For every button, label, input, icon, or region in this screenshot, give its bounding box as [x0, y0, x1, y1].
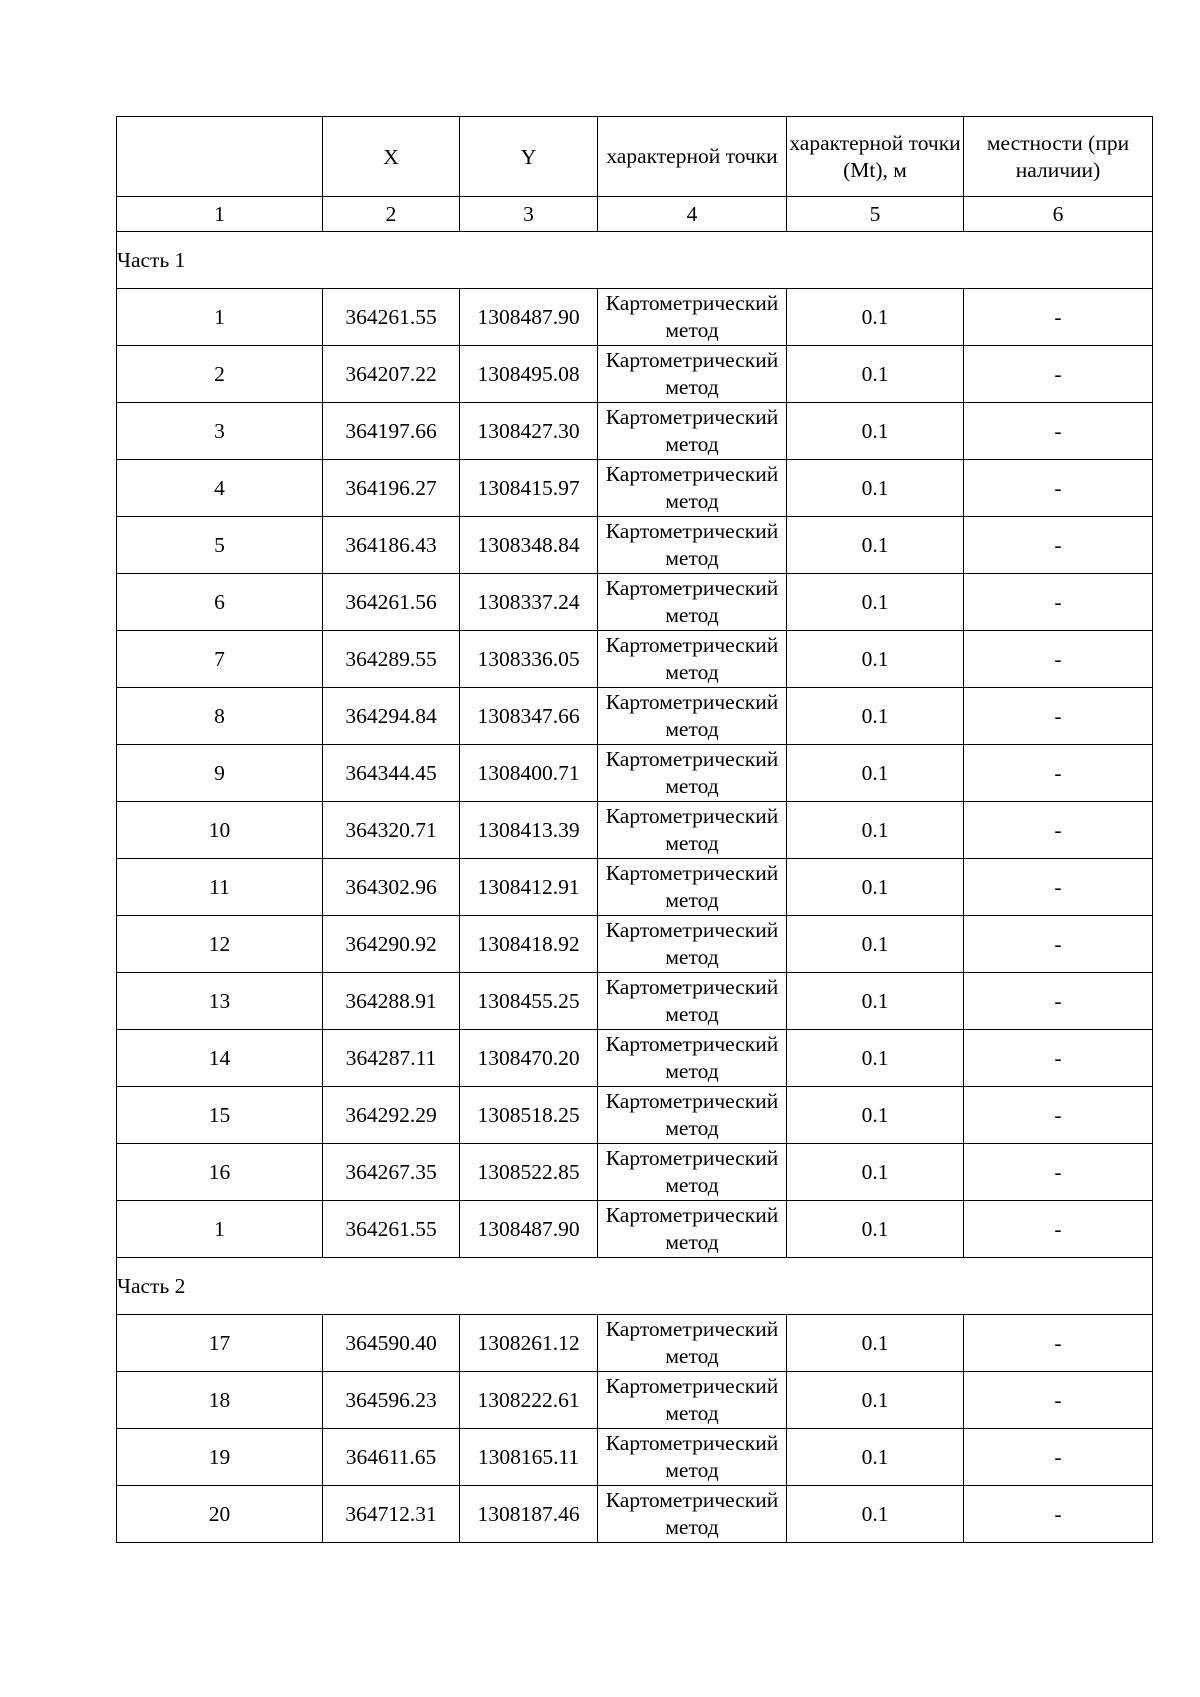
- accuracy-cell: 0.1: [787, 1372, 964, 1429]
- point-number-cell: 17: [117, 1315, 323, 1372]
- table-row: [117, 1144, 1153, 1201]
- section-row: [117, 232, 1153, 289]
- point-number-cell: 18: [117, 1372, 323, 1429]
- x-coordinate-cell: 364197.66: [323, 403, 460, 460]
- column-number: 6: [964, 197, 1153, 232]
- document-page: [116, 116, 1152, 1543]
- column-number: 1: [117, 197, 323, 232]
- y-coordinate-cell: 1308261.12: [460, 1315, 598, 1372]
- method-cell: Картометрический метод: [598, 517, 787, 574]
- description-cell: -: [964, 745, 1153, 802]
- table-row: [117, 1372, 1153, 1429]
- description-cell: -: [964, 1429, 1153, 1486]
- description-cell: -: [964, 973, 1153, 1030]
- method-cell: Картометрический метод: [598, 1030, 787, 1087]
- method-cell: Картометрический метод: [598, 1315, 787, 1372]
- description-cell: -: [964, 517, 1153, 574]
- y-coordinate-cell: 1308418.92: [460, 916, 598, 973]
- table-row: [117, 346, 1153, 403]
- accuracy-cell: 0.1: [787, 460, 964, 517]
- y-coordinate-cell: 1308413.39: [460, 802, 598, 859]
- x-coordinate-cell: 364292.29: [323, 1087, 460, 1144]
- header-cell-method: характерной точки: [598, 117, 787, 197]
- point-number-cell: 5: [117, 517, 323, 574]
- method-cell: Картометрический метод: [598, 460, 787, 517]
- y-coordinate-cell: 1308427.30: [460, 403, 598, 460]
- point-number-cell: 11: [117, 859, 323, 916]
- table-row: [117, 1201, 1153, 1258]
- table-row: [117, 1030, 1153, 1087]
- y-coordinate-cell: 1308455.25: [460, 973, 598, 1030]
- description-cell: -: [964, 1372, 1153, 1429]
- table-row: [117, 289, 1153, 346]
- x-coordinate-cell: 364290.92: [323, 916, 460, 973]
- point-number-cell: 12: [117, 916, 323, 973]
- table-row: [117, 460, 1153, 517]
- description-cell: -: [964, 403, 1153, 460]
- column-number: 2: [323, 197, 460, 232]
- method-cell: Картометрический метод: [598, 1087, 787, 1144]
- description-cell: -: [964, 1315, 1153, 1372]
- x-coordinate-cell: 364261.55: [323, 1201, 460, 1258]
- accuracy-cell: 0.1: [787, 802, 964, 859]
- method-cell: Картометрический метод: [598, 1372, 787, 1429]
- accuracy-cell: 0.1: [787, 403, 964, 460]
- header-row: [117, 117, 1153, 197]
- method-cell: Картометрический метод: [598, 346, 787, 403]
- method-cell: Картометрический метод: [598, 1429, 787, 1486]
- description-cell: -: [964, 1087, 1153, 1144]
- y-coordinate-cell: 1308470.20: [460, 1030, 598, 1087]
- description-cell: -: [964, 1201, 1153, 1258]
- table-row: [117, 745, 1153, 802]
- point-number-cell: 3: [117, 403, 323, 460]
- accuracy-cell: 0.1: [787, 859, 964, 916]
- description-cell: -: [964, 802, 1153, 859]
- y-coordinate-cell: 1308165.11: [460, 1429, 598, 1486]
- accuracy-cell: 0.1: [787, 973, 964, 1030]
- point-number-cell: 4: [117, 460, 323, 517]
- column-number: 3: [460, 197, 598, 232]
- accuracy-cell: 0.1: [787, 745, 964, 802]
- column-number-row: [117, 197, 1153, 232]
- table-row: [117, 973, 1153, 1030]
- accuracy-cell: 0.1: [787, 1201, 964, 1258]
- y-coordinate-cell: 1308347.66: [460, 688, 598, 745]
- x-coordinate-cell: 364596.23: [323, 1372, 460, 1429]
- coordinates-table: [116, 116, 1153, 1543]
- method-cell: Картометрический метод: [598, 574, 787, 631]
- point-number-cell: 6: [117, 574, 323, 631]
- column-number: 5: [787, 197, 964, 232]
- method-cell: Картометрический метод: [598, 973, 787, 1030]
- x-coordinate-cell: 364289.55: [323, 631, 460, 688]
- section-title: Часть 2: [117, 1258, 1153, 1315]
- y-coordinate-cell: 1308348.84: [460, 517, 598, 574]
- description-cell: -: [964, 289, 1153, 346]
- point-number-cell: 8: [117, 688, 323, 745]
- header-cell-point-number: [117, 117, 323, 197]
- y-coordinate-cell: 1308336.05: [460, 631, 598, 688]
- x-coordinate-cell: 364611.65: [323, 1429, 460, 1486]
- table-row: [117, 916, 1153, 973]
- table-row: [117, 517, 1153, 574]
- x-coordinate-cell: 364320.71: [323, 802, 460, 859]
- table-row: [117, 1486, 1153, 1543]
- x-coordinate-cell: 364590.40: [323, 1315, 460, 1372]
- y-coordinate-cell: 1308337.24: [460, 574, 598, 631]
- accuracy-cell: 0.1: [787, 517, 964, 574]
- y-coordinate-cell: 1308415.97: [460, 460, 598, 517]
- point-number-cell: 9: [117, 745, 323, 802]
- method-cell: Картометрический метод: [598, 1486, 787, 1543]
- method-cell: Картометрический метод: [598, 688, 787, 745]
- point-number-cell: 7: [117, 631, 323, 688]
- header-cell-accuracy: характерной точки (Mt), м: [787, 117, 964, 197]
- accuracy-cell: 0.1: [787, 631, 964, 688]
- description-cell: -: [964, 460, 1153, 517]
- table-row: [117, 574, 1153, 631]
- y-coordinate-cell: 1308487.90: [460, 1201, 598, 1258]
- accuracy-cell: 0.1: [787, 346, 964, 403]
- point-number-cell: 16: [117, 1144, 323, 1201]
- point-number-cell: 2: [117, 346, 323, 403]
- point-number-cell: 14: [117, 1030, 323, 1087]
- column-number: 4: [598, 197, 787, 232]
- table-row: [117, 1429, 1153, 1486]
- method-cell: Картометрический метод: [598, 745, 787, 802]
- description-cell: -: [964, 859, 1153, 916]
- method-cell: Картометрический метод: [598, 1144, 787, 1201]
- method-cell: Картометрический метод: [598, 1201, 787, 1258]
- y-coordinate-cell: 1308400.71: [460, 745, 598, 802]
- x-coordinate-cell: 364196.27: [323, 460, 460, 517]
- accuracy-cell: 0.1: [787, 916, 964, 973]
- y-coordinate-cell: 1308522.85: [460, 1144, 598, 1201]
- accuracy-cell: 0.1: [787, 1315, 964, 1372]
- accuracy-cell: 0.1: [787, 289, 964, 346]
- table-row: [117, 1087, 1153, 1144]
- header-cell-description: местности (при наличии): [964, 117, 1153, 197]
- method-cell: Картометрический метод: [598, 859, 787, 916]
- table-row: [117, 631, 1153, 688]
- point-number-cell: 1: [117, 289, 323, 346]
- description-cell: -: [964, 631, 1153, 688]
- x-coordinate-cell: 364294.84: [323, 688, 460, 745]
- accuracy-cell: 0.1: [787, 574, 964, 631]
- y-coordinate-cell: 1308222.61: [460, 1372, 598, 1429]
- method-cell: Картометрический метод: [598, 403, 787, 460]
- table-row: [117, 403, 1153, 460]
- description-cell: -: [964, 916, 1153, 973]
- x-coordinate-cell: 364261.56: [323, 574, 460, 631]
- table-body: [117, 117, 1153, 1543]
- table-row: [117, 688, 1153, 745]
- description-cell: -: [964, 574, 1153, 631]
- description-cell: -: [964, 1486, 1153, 1543]
- table-row: [117, 1315, 1153, 1372]
- x-coordinate-cell: 364302.96: [323, 859, 460, 916]
- x-coordinate-cell: 364267.35: [323, 1144, 460, 1201]
- accuracy-cell: 0.1: [787, 688, 964, 745]
- section-title: Часть 1: [117, 232, 1153, 289]
- table-row: [117, 802, 1153, 859]
- y-coordinate-cell: 1308487.90: [460, 289, 598, 346]
- description-cell: -: [964, 346, 1153, 403]
- x-coordinate-cell: 364288.91: [323, 973, 460, 1030]
- accuracy-cell: 0.1: [787, 1486, 964, 1543]
- y-coordinate-cell: 1308518.25: [460, 1087, 598, 1144]
- section-row: [117, 1258, 1153, 1315]
- x-coordinate-cell: 364287.11: [323, 1030, 460, 1087]
- x-coordinate-cell: 364344.45: [323, 745, 460, 802]
- method-cell: Картометрический метод: [598, 916, 787, 973]
- description-cell: -: [964, 1030, 1153, 1087]
- accuracy-cell: 0.1: [787, 1030, 964, 1087]
- point-number-cell: 15: [117, 1087, 323, 1144]
- accuracy-cell: 0.1: [787, 1087, 964, 1144]
- x-coordinate-cell: 364207.22: [323, 346, 460, 403]
- header-cell-y: Y: [460, 117, 598, 197]
- y-coordinate-cell: 1308187.46: [460, 1486, 598, 1543]
- x-coordinate-cell: 364261.55: [323, 289, 460, 346]
- point-number-cell: 20: [117, 1486, 323, 1543]
- accuracy-cell: 0.1: [787, 1429, 964, 1486]
- point-number-cell: 10: [117, 802, 323, 859]
- y-coordinate-cell: 1308495.08: [460, 346, 598, 403]
- description-cell: -: [964, 1144, 1153, 1201]
- x-coordinate-cell: 364186.43: [323, 517, 460, 574]
- table-row: [117, 859, 1153, 916]
- method-cell: Картометрический метод: [598, 802, 787, 859]
- x-coordinate-cell: 364712.31: [323, 1486, 460, 1543]
- point-number-cell: 19: [117, 1429, 323, 1486]
- point-number-cell: 1: [117, 1201, 323, 1258]
- y-coordinate-cell: 1308412.91: [460, 859, 598, 916]
- accuracy-cell: 0.1: [787, 1144, 964, 1201]
- header-cell-x: X: [323, 117, 460, 197]
- description-cell: -: [964, 688, 1153, 745]
- method-cell: Картометрический метод: [598, 631, 787, 688]
- method-cell: Картометрический метод: [598, 289, 787, 346]
- point-number-cell: 13: [117, 973, 323, 1030]
